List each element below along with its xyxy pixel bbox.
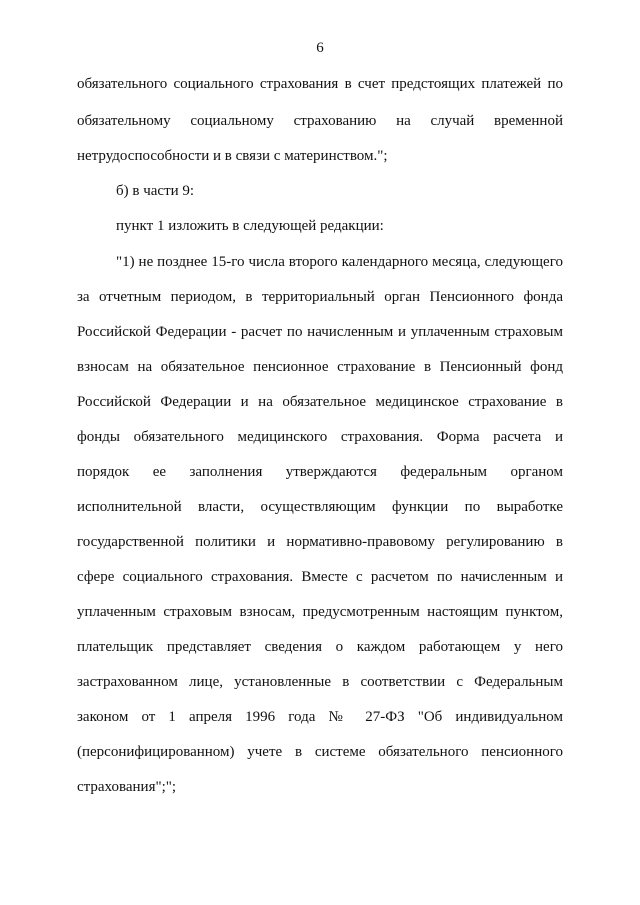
text-line: законом от 1 апреля 1996 года № 27-ФЗ "Об индивидуальном	[77, 709, 563, 725]
page-number: 6	[316, 40, 324, 56]
text-line: застрахованном лице, установленные в соответствии с Федеральным	[77, 674, 563, 690]
text-line: обязательного социального страхования в счет предстоящих платежей по	[77, 76, 563, 92]
text-line: исполнительной власти, осуществляющим функции по выработке	[77, 499, 563, 515]
text-line: государственной политики и нормативно-правовому регулированию в	[77, 534, 563, 550]
text-line: б) в части 9:	[116, 183, 195, 199]
text-line: взносам на обязательное пенсионное страхование в Пенсионный фонд	[77, 359, 563, 375]
text-line: обязательному социальному страхованию на случай временной	[77, 113, 563, 129]
text-line: Российской Федерации - расчет по начисленным и уплаченным страховым	[77, 324, 563, 340]
text-line: фонды обязательного медицинского страхования. Форма расчета и	[77, 429, 563, 445]
text-line: (персонифицированном) учете в системе обязательного пенсионного	[77, 744, 563, 760]
text-line: "1) не позднее 15-го числа второго календарного месяца, следующего	[116, 254, 563, 270]
text-line: сфере социального страхования. Вместе с расчетом по начисленным и	[77, 569, 563, 585]
text-line: пункт 1 изложить в следующей редакции:	[116, 218, 384, 234]
text-line: страхования";";	[77, 779, 177, 795]
text-line: плательщик представляет сведения о каждом работающем у него	[77, 639, 563, 655]
text-line: нетрудоспособности и в связи с материнством.";	[77, 148, 388, 164]
text-line: уплаченным страховым взносам, предусмотренным настоящим пунктом,	[77, 604, 563, 620]
text-line: порядок ее заполнения утверждаются федеральным органом	[77, 464, 563, 480]
text-line: за отчетным периодом, в территориальный орган Пенсионного фонда	[77, 289, 563, 305]
text-line: Российской Федерации и на обязательное медицинское страхование в	[77, 394, 563, 410]
